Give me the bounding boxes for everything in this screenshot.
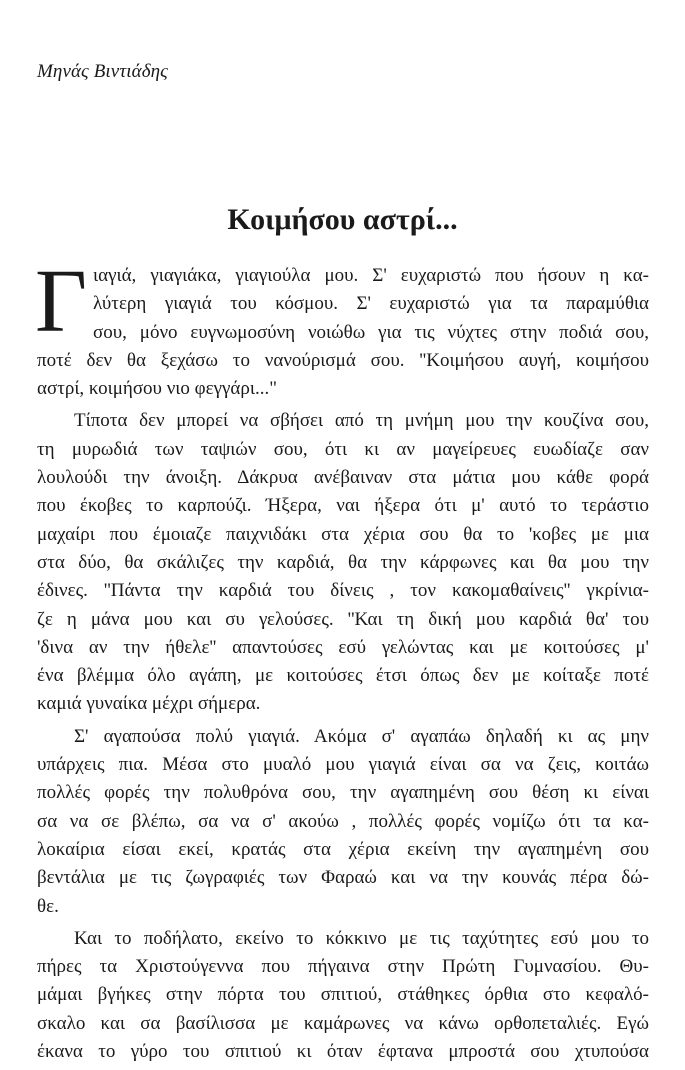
text-line: υπάρχεις πια. Μέσα στο μυαλό μου γιαγιά είναι σα να ζεις, κοιτάω xyxy=(37,754,649,776)
text-line: μαχαίρι που έμοιαζε παιχνιδάκι στα χέρια σου θα το 'κοβες με μια xyxy=(37,523,649,545)
chapter-title: Κοιμήσου αστρί... xyxy=(227,203,458,236)
text-line: που έκοβες το καρπούζι. Ήξερα, ναι ήξερα ότι μ' αυτό το τεράστιο xyxy=(37,495,649,517)
text-line: λοκαίρια είσαι εκεί, κρατάς στα χέρια εκείνη την αγαπημένη σου xyxy=(37,838,649,860)
text-line: λουλούδι την άνοιξη. Δάκρυα ανέβαιναν στα μάτια μου κάθε φορά xyxy=(37,467,649,489)
text-line: ένα βλέμμα όλο αγάπη, με κοιτούσες έτσι όπως δεν με κοίταξε ποτέ xyxy=(37,665,649,687)
text-line: βεντάλια με τις ζωγραφιές των Φαραώ και να την κουνάς πέρα δώ- xyxy=(37,867,649,889)
paragraph-2 xyxy=(37,407,649,718)
text-line: ποτέ δεν θα ξεχάσω το νανούρισμά σου. ''Κοιμήσου αυγή, κοιμήσου xyxy=(37,349,649,371)
text-line: θε. xyxy=(37,895,59,917)
text-line: τη μυρωδιά των ταψιών σου, ότι κι αν μαγείρευες ευωδίαζε σαν xyxy=(37,438,649,460)
text-line: λύτερη γιαγιά του κόσμου. Σ' ευχαριστώ για τα παραμύθια xyxy=(93,293,649,315)
text-line: στα δύο, θα σκάλιζες την καρδιά, θα την κάρφωνες και θα μου την xyxy=(37,551,649,573)
text-line: ιαγιά, γιαγιάκα, γιαγιούλα μου. Σ' ευχαριστώ που ήσουν η κα- xyxy=(93,265,649,286)
text-line: Σ' αγαπούσα πολύ γιαγιά. Ακόμα σ' αγαπάω δηλαδή κι ας μην xyxy=(74,725,649,747)
text-line: καμιά γυναίκα μέχρι σήμερα. xyxy=(37,693,261,715)
text-line: σου, μόνο ευγνωμοσύνη νοιώθω για τις νύχτες στην ποδιά σου, xyxy=(93,321,649,343)
text-line: αστρί, κοιμήσου νιο φεγγάρι..." xyxy=(37,378,277,400)
text-line: έκανα το γύρο του σπιτιού κι όταν έφτανα μπροστά σου χτυπούσα xyxy=(37,1041,649,1063)
text-line: πήρες τα Χριστούγεννα που πήγαινα στην Πρώτη Γυμνασίου. Θυ- xyxy=(37,956,649,978)
text-line: σκαλο και σα βασίλισσα με καμάρωνες να κάνω ορθοπεταλιές. Εγώ xyxy=(37,1012,649,1034)
text-line: μάμαι βγήκες στην πόρτα του σπιτιού, στάθηκες όρθια στο κεφαλό- xyxy=(37,984,649,1006)
drop-cap: Γ xyxy=(35,252,88,351)
paragraph-4 xyxy=(37,925,649,1066)
paragraph-1 xyxy=(35,252,649,403)
text-line: Τίποτα δεν μπορεί να σβήσει από τη μνήμη μου την κουζίνα σου, xyxy=(74,410,649,432)
paragraph-3 xyxy=(37,723,649,921)
running-head-author: Μηνάς Βιντιάδης xyxy=(37,61,168,82)
text-line: πολλές φορές την πολυθρόνα σου, την αγαπημένη σου θέση κι είναι xyxy=(37,782,649,804)
chapter-body xyxy=(35,252,649,1070)
text-line: Και το ποδήλατο, εκείνο το κόκκινο με τις ταχύτητες εσύ μου το xyxy=(74,927,649,949)
text-line: ζε η μάνα μου και συ γελούσες. ''Και τη δική μου καρδιά θα' του xyxy=(37,608,649,630)
text-line: σα να σε βλέπω, σα να σ' ακούω , πολλές φορές νομίζω ότι τα κα- xyxy=(37,810,649,832)
text-line: έδινες. ''Πάντα την καρδιά του δίνεις , τον κακομαθαίνεις'' γκρίνια- xyxy=(37,580,649,602)
text-line: 'δινα αν την ήθελε'' απαντούσες εσύ γελώντας και με κοιτούσες μ' xyxy=(37,636,649,658)
